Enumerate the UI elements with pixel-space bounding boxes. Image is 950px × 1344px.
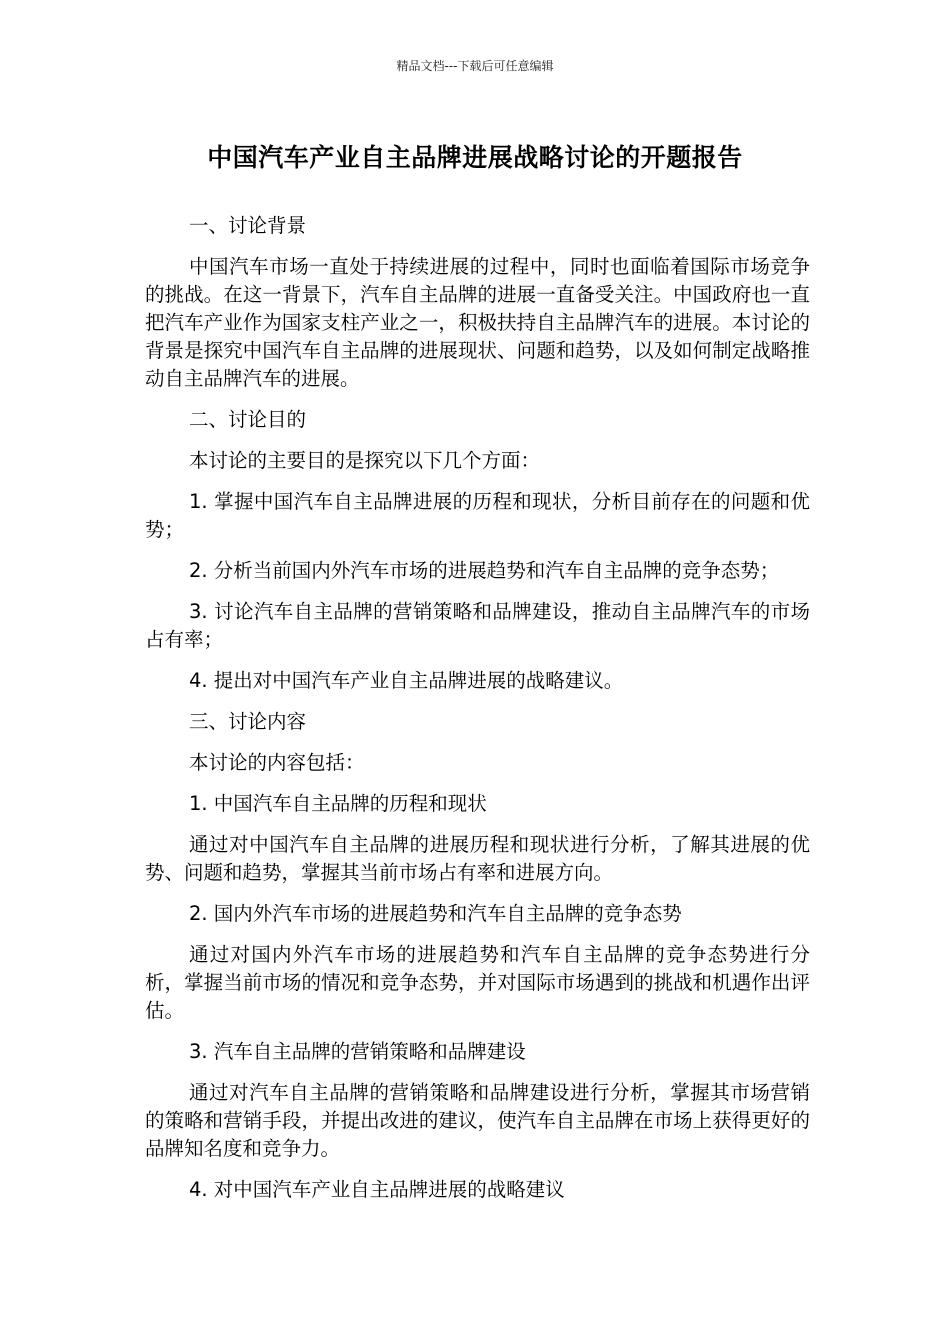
subsection-heading: 3. 汽车自主品牌的营销策略和品牌建设 [189, 1040, 526, 1063]
list-item: 1. 掌握中国汽车自主品牌进展的历程和现状，分析目前存在的问题和优势； [145, 490, 810, 541]
document-body [145, 212, 810, 1217]
paragraph: 中国汽车市场一直处于持续进展的过程中，同时也面临着国际市场竞争的挑战。在这一背景下，汽车自主品牌的进展一直备受关注。中国政府也一直把汽车产业作为国家支柱产业之一，积极扶持自主品牌汽车的进展。本讨论的背景是探究中国汽车自主品牌的进展现状、问题和趋势，以及如何制定战略推动自主品牌汽车的进展。 [145, 255, 810, 390]
section-heading: 二、讨论目的 [189, 408, 307, 431]
paragraph: 通过对中国汽车自主品牌的进展历程和现状进行分析，了解其进展的优势、问题和趋势，掌握其当前市场占有率和进展方向。 [145, 833, 810, 884]
subsection-heading: 2. 国内外汽车市场的进展趋势和汽车自主品牌的竞争态势 [189, 902, 682, 925]
section-heading: 一、讨论背景 [189, 214, 307, 237]
subsection-heading: 4. 对中国汽车产业自主品牌进展的战略建议 [189, 1178, 565, 1201]
paragraph: 通过对国内外汽车市场的进展趋势和汽车自主品牌的竞争态势进行分析，掌握当前市场的情况和竞争态势，并对国际市场遇到的挑战和机遇作出评估。 [145, 943, 810, 1022]
page-header: 精品文档---下载后可任意编辑 [396, 59, 554, 73]
page-title: 中国汽车产业自主品牌进展战略讨论的开题报告 [207, 143, 743, 172]
subsection-heading: 1. 中国汽车自主品牌的历程和现状 [189, 792, 487, 815]
section-heading: 三、讨论内容 [189, 710, 307, 733]
list-item: 3. 讨论汽车自主品牌的营销策略和品牌建设，推动自主品牌汽车的市场占有率； [145, 600, 810, 651]
paragraph: 通过对汽车自主品牌的营销策略和品牌建设进行分析，掌握其市场营销的策略和营销手段，并提出改进的建议，使汽车自主品牌在市场上获得更好的品牌知名度和竞争力。 [145, 1081, 810, 1160]
list-item: 4. 提出对中国汽车产业自主品牌进展的战略建议。 [189, 669, 624, 692]
list-item: 2. 分析当前国内外汽车市场的进展趋势和汽车自主品牌的竞争态势； [189, 559, 780, 582]
paragraph: 本讨论的主要目的是探究以下几个方面： [189, 449, 541, 472]
paragraph: 本讨论的内容包括： [189, 751, 365, 774]
